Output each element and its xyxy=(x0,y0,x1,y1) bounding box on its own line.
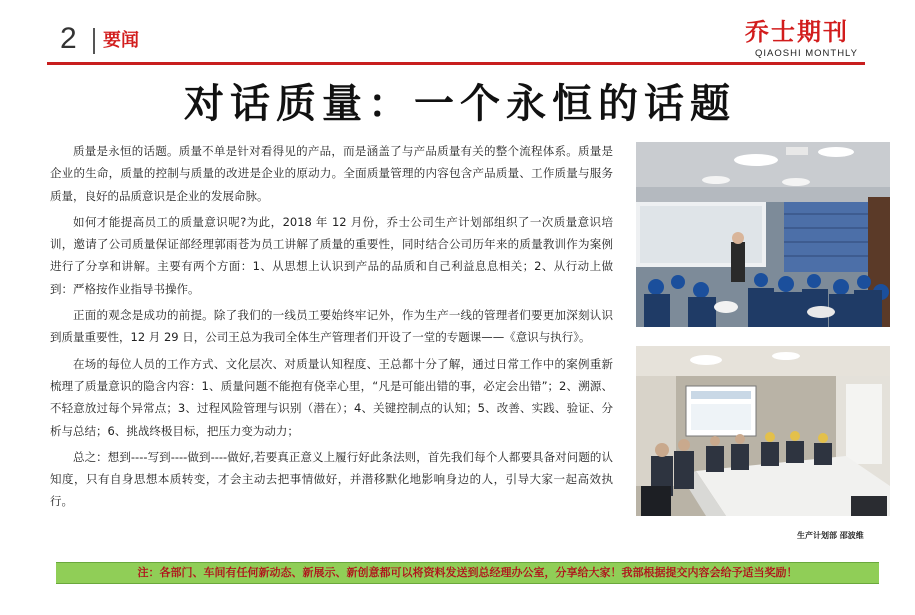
header-rule xyxy=(47,62,865,65)
article-body xyxy=(50,140,613,517)
brand-logo-en: QIAOSHI MONTHLY xyxy=(755,48,858,59)
header-divider xyxy=(93,28,95,54)
article-paragraph: 在场的每位人员的工作方式、文化层次、对质量认知程度、王总都十分了解，通过日常工作中的案例重新梳理了质量意识的隐含内容：1、质量问题不能抱有侥幸心里，“凡是可能出错的事，必定会出错”；2、溯源、不轻意放过每个异常点；3、过程风险管理与识别（潜在）；4、关键控制点的认知；5、改善、实践、验证、分析与总结；6、挑战终极目标，把压力变为动力； xyxy=(50,356,613,438)
article-paragraph: 总之：想到----写到----做到----做好,若要真正意义上履行好此条法则，首先我们每个人都要具备对问题的认知度，只有自身思想本质转变，才会主动去把事情做好，并潜移默化地影响身边的人，引导大家一起高效执行。 xyxy=(50,449,613,509)
article-title: 对话质量：一个永恒的话题 xyxy=(184,80,736,127)
meeting-photo-illustration xyxy=(636,346,890,516)
page-number: 2 xyxy=(60,22,77,55)
article-paragraph: 质量是永恒的话题。质量不单是针对看得见的产品，而是涵盖了与产品质量有关的整个流程体系。质量是企业的生命，质量的控制与质量的改进是企业的原动力。全面质量管理的内容包含产品质量、工作质量与服务质量，良好的品质意识是企业的发展命脉。 xyxy=(50,144,613,203)
notice-text: 注：各部门、车间有任何新动态、新展示、新创意都可以将资料发送到总经理办公室，分享给大家！我部根据提交内容会给予适当奖励！ xyxy=(137,566,798,579)
page-header xyxy=(0,0,915,70)
section-label: 要闻 xyxy=(103,30,139,51)
brand-logo-cn: 乔士期刊 xyxy=(745,17,849,46)
article-paragraph: 如何才能提高员工的质量意识呢?为此，2018 年 12 月份，乔士公司生产计划部组织了一次质量意识培训，邀请了公司质量保证部经理郭雨苍为员工讲解了质量的重要性，同时结合公司历年来的质量教训作为案例进行了分享和讲解。主要有两个方面：1、从思想上认识到产品的品质和自己利益息息相关；2、从行动上做到：严格按作业指导书操作。 xyxy=(50,214,613,296)
notice-banner xyxy=(56,562,879,584)
article-credit: 生产计划部 邵波维 xyxy=(797,531,864,540)
training-photo xyxy=(636,142,890,327)
training-photo-illustration xyxy=(636,142,890,327)
article-paragraph: 正面的观念是成功的前提。除了我们的一线员工要始终牢记外，作为生产一线的管理者们要更加深刻认识到质量重要性，12 月 29 日，公司王总为我司全体生产管理者们开设了一堂的专题课——《意识与执行》。 xyxy=(50,308,613,345)
meeting-photo xyxy=(636,346,890,516)
